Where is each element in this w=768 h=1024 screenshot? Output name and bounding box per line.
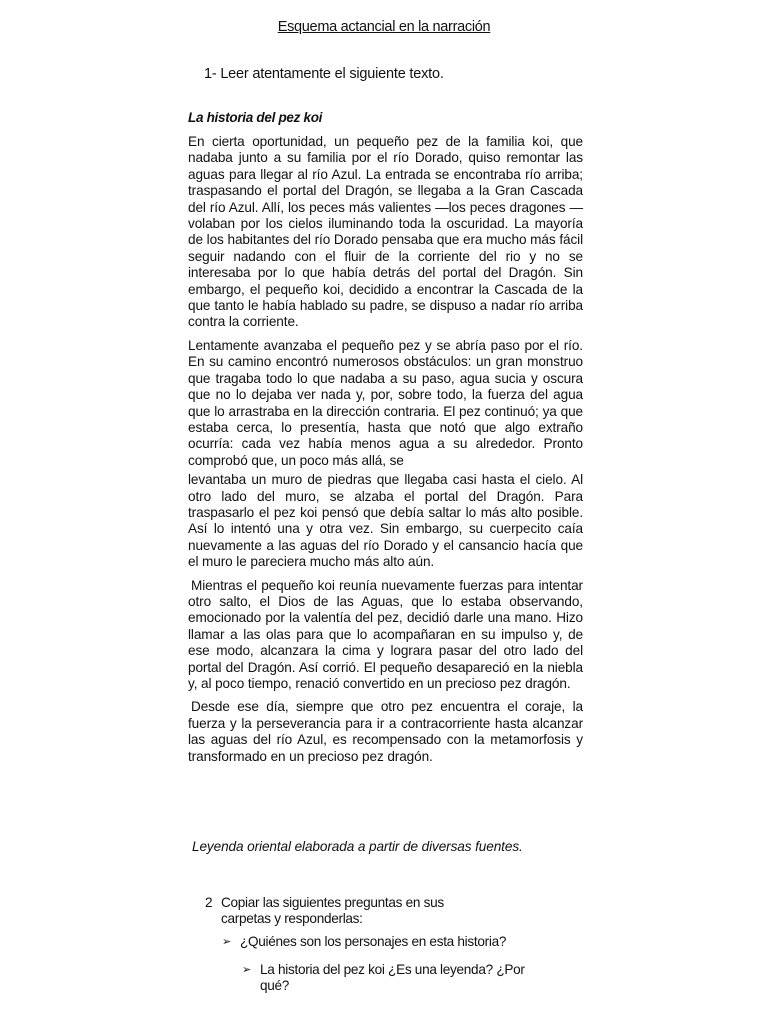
story-paragraph: En cierta oportunidad, un pequeño pez de la familia koi, que nadaba junto a su familia por el río Dorado, quiso remontar las aguas para llegar al río Azul. La entrada se encontraba río arriba; traspasando el portal del Dragón, se llegaba a la Gran Cascada del río Azul. Allí, los peces más valientes —los peces dragones — volaban por los cielos iluminando toda la oscuridad. La mayoría de los habitantes del río Dorado pensaba que era mucho más fácil seguir nadando con el fluir de la corriente del rio y no se interesaba por lo que había detrás del portal del Dragón. Sin embargo, el pequeño koi, decidido a encontrar la Cascada de la que tanto le había hablado su padre, se dispuso a nadar río arriba contra la corriente. [188, 134, 583, 330]
question-section-header [205, 895, 491, 927]
story-paragraph: Desde ese día, siempre que otro pez encuentra el coraje, la fuerza y la perseverancia para ir a contracorriente hasta alcanzar las aguas del río Azul, es recompensado con la metamorfosis y transformado en un precioso pez dragón. [188, 699, 583, 764]
story-body [188, 134, 583, 772]
story-title: La historia del pez koi [188, 110, 323, 125]
story-paragraph: levantaba un muro de piedras que llegaba casi hasta el cielo. Al otro lado del muro, se alzaba el portal del Dragón. Para traspasarlo el pez koi pensó que debía saltar lo más alto posible. Así lo intentó una y otra vez. Sin embargo, su cuerpecito caía nuevamente a las aguas del río Dorado y el cansancio hacía que el muro le pareciera mucho más alto aún. [188, 472, 583, 570]
story-paragraph: Mientras el pequeño koi reunía nuevamente fuerzas para intentar otro salto, el Dios de las Aguas, que lo estaba observando, emocionado por la valentía del pez, decidió darle una mano. Hizo llamar a las olas para que lo acompañaran en su impulso y, de ese modo, alcanzara la cima y lograra pasar del otro lado del portal del Dragón. Así corrió. El pequeño desapareció en la niebla y, al poco tiempo, renació convertido en un precioso pez dragón. [188, 577, 583, 691]
question-text: La historia del pez koi ¿Es una leyenda? ¿Por qué? [260, 962, 525, 993]
page-title: Esquema actancial en la narración [277, 19, 491, 35]
question-section-number: 2 [205, 895, 213, 910]
arrow-bullet-icon: ➢ [242, 964, 251, 976]
question-item [222, 934, 506, 950]
question-section-text: Copiar las siguientes preguntas en sus carpetas y responderlas: [221, 895, 444, 926]
story-paragraph: Lentamente avanzaba el pequeño pez y se abría paso por el río. En su camino encontró numerosos obstáculos: un gran monstruo que tragaba todo lo que nadaba a su paso, agua sucia y oscura que no lo dejaba ver nada y, por, sobre todo, la fuerza del agua que lo arrastraba en la dirección contraria. El pez continuó; ya que estaba cerca, lo presentía, hasta que notó que algo extraño ocurría: cada vez había menos agua a su alrededor. Pronto comprobó que, un poco más allá, se [188, 337, 583, 468]
question-text: ¿Quiénes son los personajes en esta historia? [240, 934, 507, 949]
question-item [242, 962, 550, 994]
story-source: Leyenda oriental elaborada a partir de diversas fuentes. [192, 839, 523, 854]
instruction-1: 1- Leer atentamente el siguiente texto. [204, 66, 444, 82]
arrow-bullet-icon: ➢ [222, 936, 231, 948]
